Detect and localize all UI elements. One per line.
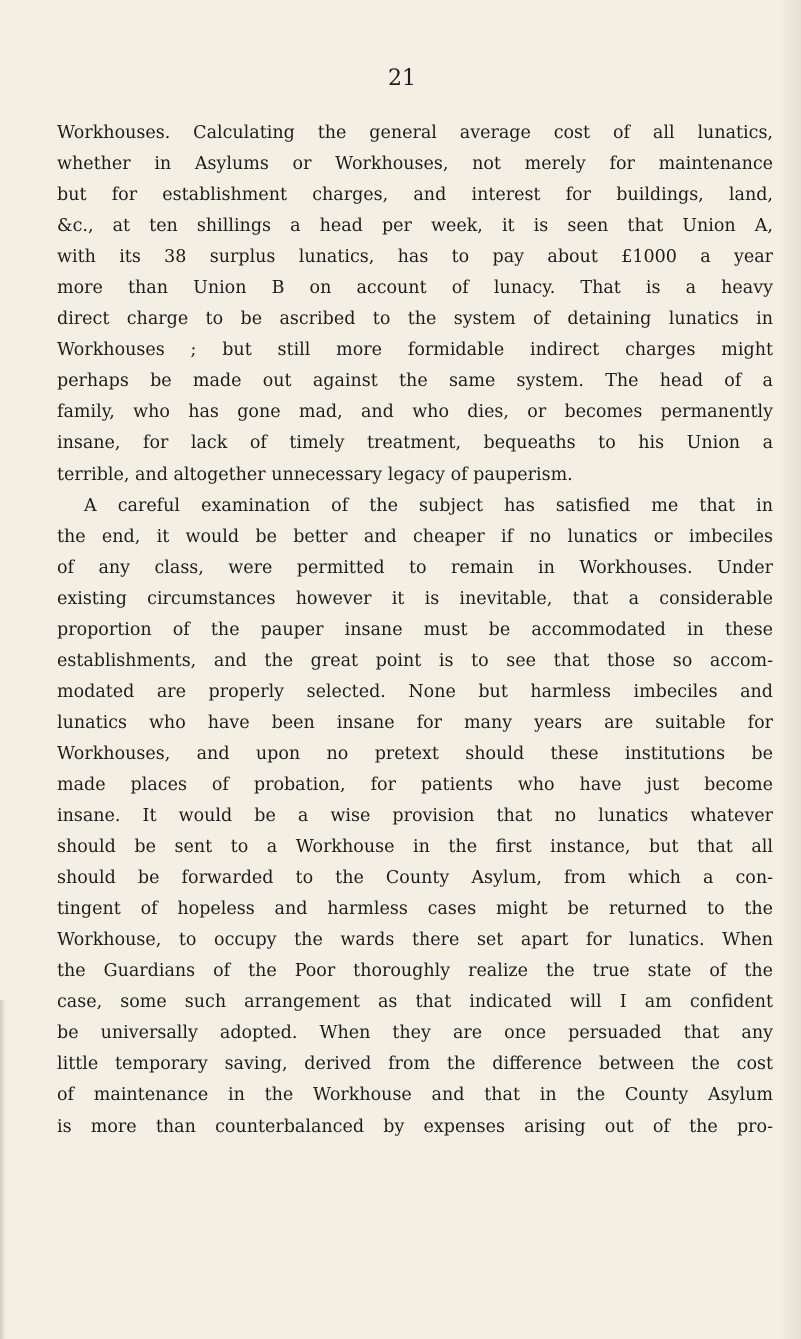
text-line: Workhouses ; but still more formidable indirect charges might xyxy=(57,340,773,361)
text-line: of any class, were permitted to remain in Workhouses. Under xyxy=(57,557,773,578)
text-line: lunatics who have been insane for many years are suitable for xyxy=(57,712,773,733)
text-line: tingent of hopeless and harmless cases might be returned to the xyxy=(57,899,773,920)
body-text xyxy=(57,118,773,1143)
text-line: whether in Asylums or Workhouses, not merely for maintenance xyxy=(57,154,773,175)
text-line: should be forwarded to the County Asylum, from which a con- xyxy=(57,868,773,889)
text-line: is more than counterbalanced by expenses arising out of the pro- xyxy=(57,1116,773,1137)
text-line: insane, for lack of timely treatment, bequeaths to his Union a xyxy=(57,433,773,454)
text-line: Workhouse, to occupy the wards there set apart for lunatics. When xyxy=(57,930,773,951)
text-line: Workhouses. Calculating the general average cost of all lunatics, xyxy=(57,123,773,143)
text-line: Workhouses, and upon no pretext should these institutions be xyxy=(57,743,773,764)
text-line: family, who has gone mad, and who dies, or becomes permanently xyxy=(57,402,773,423)
text-line: proportion of the pauper insane must be accommodated in these xyxy=(57,619,773,640)
page-number: 21 xyxy=(388,66,416,91)
text-line: but for establishment charges, and interest for buildings, land, xyxy=(57,185,773,206)
text-line: modated are properly selected. None but harmless imbeciles and xyxy=(57,681,773,702)
text-line: little temporary saving, derived from the difference between the cost xyxy=(57,1054,773,1075)
text-line: terrible, and altogether unnecessary legacy of pauperism. xyxy=(57,464,573,485)
page-edge-shadow xyxy=(779,0,801,1339)
text-line: the Guardians of the Poor thoroughly realize the true state of the xyxy=(57,961,773,982)
text-line: perhaps be made out against the same system. The head of a xyxy=(57,371,773,392)
binding-shadow xyxy=(0,1000,6,1339)
text-line: be universally adopted. When they are once persuaded that any xyxy=(57,1023,773,1044)
paragraph-start-line: A careful examination of the subject has satisfied me that in xyxy=(84,495,773,516)
text-line: direct charge to be ascribed to the system of detaining lunatics in xyxy=(57,309,773,330)
text-line: insane. It would be a wise provision that no lunatics whatever xyxy=(57,806,773,827)
text-line: with its 38 surplus lunatics, has to pay about £1000 a year xyxy=(57,247,773,268)
text-line: of maintenance in the Workhouse and that in the County Asylum xyxy=(57,1085,773,1106)
text-line: case, some such arrangement as that indicated will I am confident xyxy=(57,992,773,1013)
text-line: more than Union B on account of lunacy. That is a heavy xyxy=(57,278,773,299)
text-line: made places of probation, for patients who have just become xyxy=(57,774,773,795)
text-line: should be sent to a Workhouse in the first instance, but that all xyxy=(57,837,773,858)
text-line: &c., at ten shillings a head per week, it is seen that Union A, xyxy=(57,216,773,237)
text-line: the end, it would be better and cheaper if no lunatics or imbeciles xyxy=(57,526,773,547)
text-line: establishments, and the great point is to see that those so accom- xyxy=(57,650,773,671)
text-line: existing circumstances however it is inevitable, that a considerable xyxy=(57,588,773,609)
